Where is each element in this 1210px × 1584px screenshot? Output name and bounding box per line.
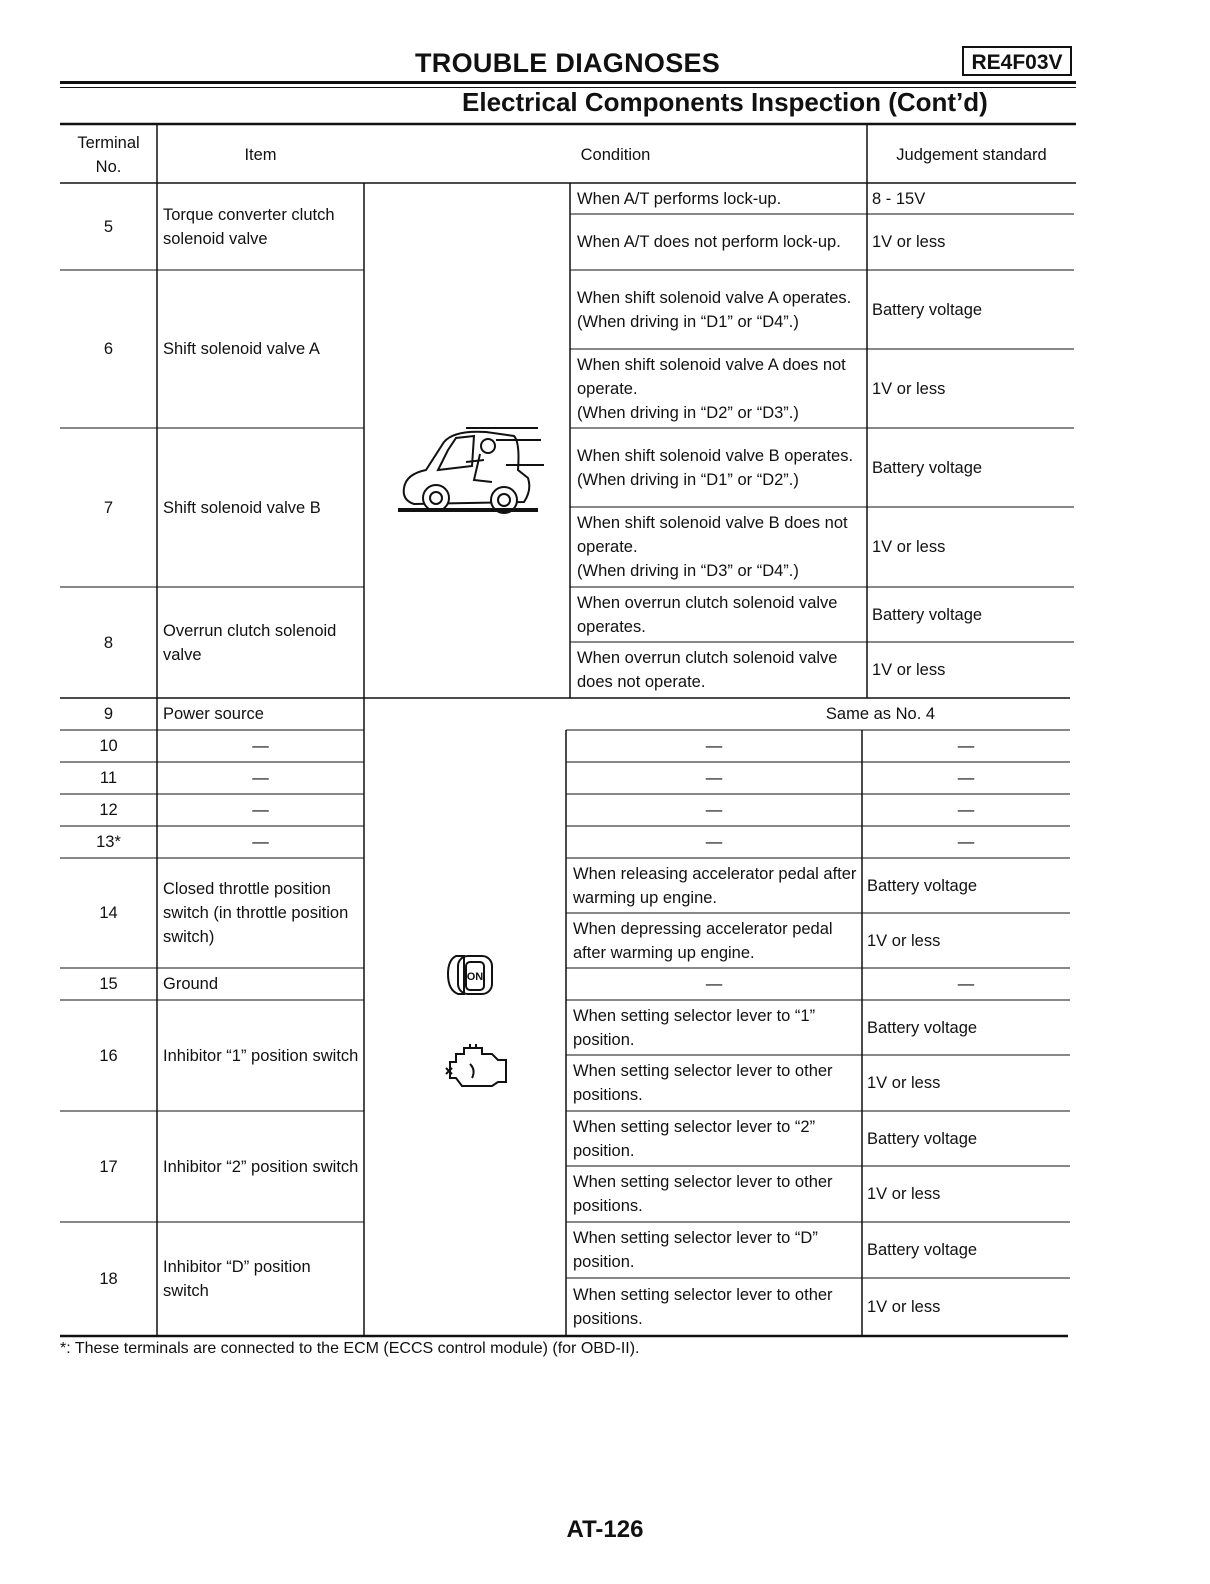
item-name: Shift solenoid valve A [163, 340, 320, 358]
page-subtitle: Electrical Components Inspection (Cont’d) [462, 87, 988, 117]
section-code-badge: RE4F03V [962, 46, 1072, 76]
terminal-no: 5 [103, 217, 114, 236]
judgement-text: 1V or less [867, 1074, 941, 1092]
condition-text: — [705, 801, 723, 819]
item-name: — [252, 769, 269, 787]
item-name: — [252, 737, 269, 755]
condition-text: When setting selector lever to other positions. [573, 1286, 833, 1328]
item-name: — [252, 801, 269, 819]
condition-cell [572, 507, 867, 587]
judgement-text: Battery voltage [867, 876, 978, 895]
judgement-text: 1V or less [872, 538, 946, 556]
judgement-text: Battery voltage [872, 300, 983, 319]
judgement-text: — [957, 769, 975, 787]
item-name: Closed throttle position switch (in throttle position switch) [163, 880, 349, 946]
condition-text: When shift solenoid valve B operates. [577, 446, 854, 465]
judgement-text: 1V or less [867, 1185, 941, 1203]
judgement-text: 1V or less [872, 661, 946, 679]
judgement-text: 1V or less [867, 931, 941, 950]
condition-text: When shift solenoid valve A does not operate. [577, 355, 846, 398]
terminal-no: 17 [99, 1157, 118, 1176]
ignition-on-icon [444, 950, 498, 1000]
judgement-text: 8 - 15V [872, 189, 926, 208]
condition-text: — [705, 975, 723, 993]
terminal-no: 7 [103, 498, 114, 517]
page-title: TROUBLE DIAGNOSES [415, 48, 721, 78]
column-header-item: Item [244, 145, 277, 164]
judgement-text: Battery voltage [872, 458, 983, 477]
item-name: Inhibitor “1” position switch [163, 1046, 359, 1065]
condition-cell [572, 428, 867, 507]
terminal-no: 13* [96, 833, 121, 851]
condition-text: When overrun clutch solenoid valve does not operate. [577, 649, 838, 691]
page-number: AT-126 [566, 1516, 644, 1543]
item-name: Torque converter clutch solenoid valve [163, 205, 335, 248]
condition-text: When releasing accelerator pedal after warming up engine. [573, 864, 857, 907]
merged-condition-text: Same as No. 4 [825, 705, 936, 723]
terminal-no: 8 [103, 633, 114, 652]
item-name: — [252, 833, 269, 851]
judgement-text: 1V or less [872, 379, 946, 398]
item-name: Ground [163, 975, 219, 993]
condition-text: When setting selector lever to “1” position. [573, 1006, 816, 1049]
condition-note: (When driving in “D3” or “D4”.) [577, 562, 799, 580]
judgement-text: 1V or less [867, 1298, 941, 1316]
condition-text: — [705, 833, 723, 851]
condition-text: When setting selector lever to “2” position. [573, 1117, 816, 1160]
item-name: Inhibitor “D” position switch [163, 1258, 311, 1300]
condition-text: — [705, 737, 723, 755]
condition-text: When shift solenoid valve A operates. [577, 288, 852, 307]
terminal-no: 14 [99, 904, 118, 922]
condition-text: When shift solenoid valve B does not operate. [577, 514, 848, 556]
judgement-text: — [957, 737, 975, 755]
driving-car-icon [396, 420, 546, 520]
terminal-no: 18 [99, 1270, 118, 1288]
condition-note: (When driving in “D2” or “D3”.) [577, 403, 799, 422]
item-name: Power source [163, 705, 264, 723]
terminal-no: 6 [103, 340, 114, 358]
terminal-no: 16 [99, 1046, 118, 1065]
condition-note: (When driving in “D1” or “D2”.) [577, 470, 799, 489]
condition-text: When setting selector lever to “D” position. [573, 1229, 818, 1271]
condition-text: When setting selector lever to other positions. [573, 1173, 833, 1215]
engine-icon [442, 1042, 510, 1088]
condition-text: When overrun clutch solenoid valve operates. [577, 593, 838, 636]
condition-cell [572, 270, 867, 349]
terminal-no: 9 [103, 705, 114, 723]
judgement-text: — [957, 833, 975, 851]
terminal-no: 10 [99, 737, 118, 755]
item-name: Shift solenoid valve B [163, 498, 321, 517]
judgement-text: — [957, 975, 975, 993]
condition-text: When A/T performs lock-up. [577, 189, 782, 208]
condition-text: When setting selector lever to other positions. [573, 1062, 833, 1104]
ignition-on-label: ON [466, 971, 484, 983]
judgement-text: Battery voltage [867, 1129, 978, 1148]
judgement-text: — [957, 801, 975, 819]
judgement-text: Battery voltage [867, 1018, 978, 1037]
condition-cell [572, 349, 867, 428]
item-name: Overrun clutch solenoid valve [163, 621, 337, 664]
item-name: Inhibitor “2” position switch [163, 1157, 359, 1176]
condition-note: (When driving in “D1” or “D4”.) [577, 312, 799, 331]
judgement-text: Battery voltage [872, 605, 983, 624]
judgement-text: 1V or less [872, 233, 946, 251]
footnote: *: These terminals are connected to the ECM (ECCS control module) (for OBD-II). [60, 1340, 640, 1357]
column-header-judgement: Judgement standard [896, 145, 1047, 164]
column-header-condition: Condition [580, 145, 651, 164]
terminal-no: 11 [99, 769, 118, 787]
condition-text: — [705, 769, 723, 787]
terminal-no: 15 [99, 975, 118, 993]
column-header-terminal: Terminal No. [77, 133, 140, 176]
judgement-text: Battery voltage [867, 1241, 978, 1259]
condition-text: When depressing accelerator pedal after warming up engine. [573, 919, 833, 962]
condition-text: When A/T does not perform lock-up. [577, 233, 841, 251]
terminal-no: 12 [99, 801, 118, 819]
